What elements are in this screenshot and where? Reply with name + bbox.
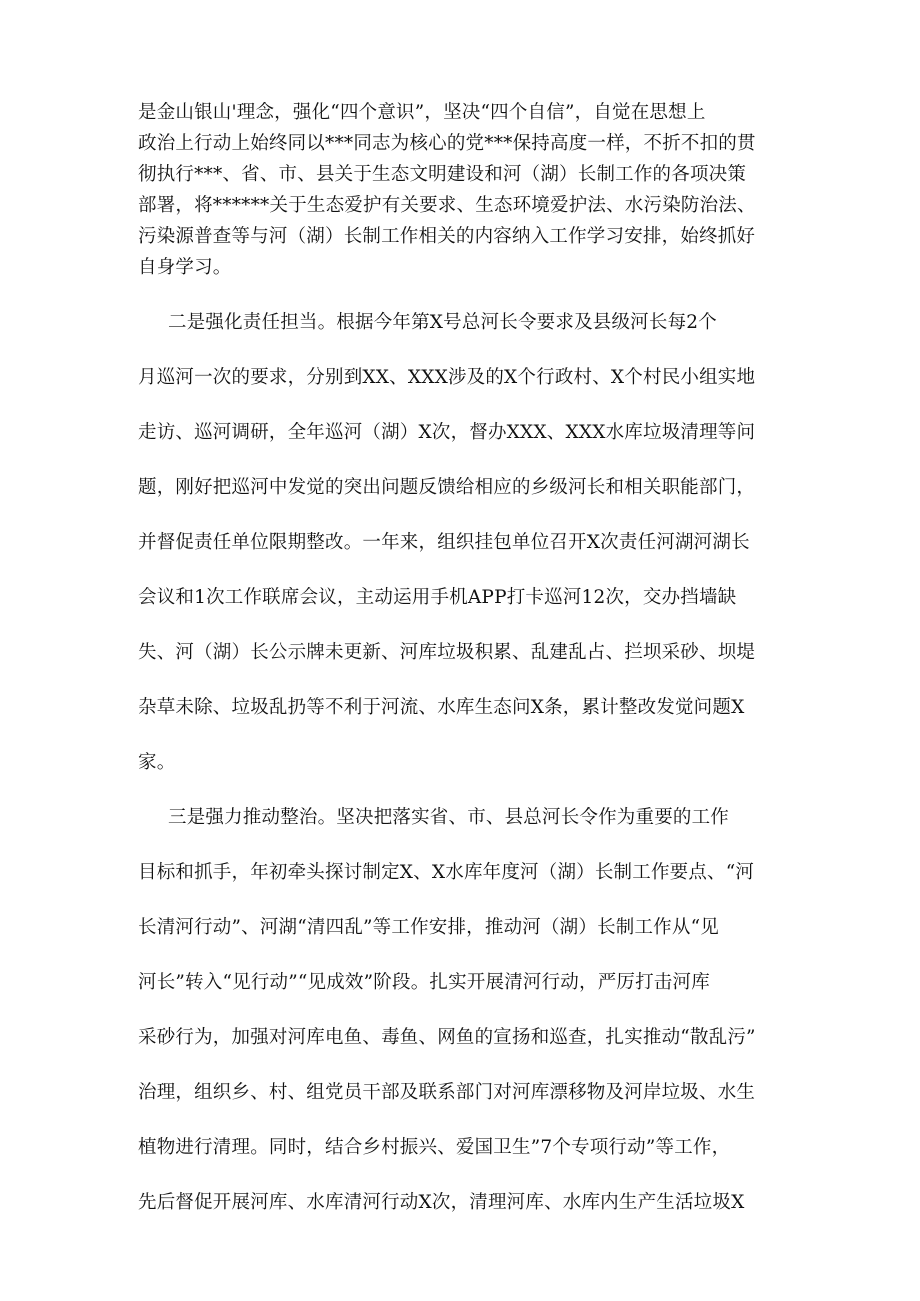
paragraph-1-line: 污染源普查等与河（湖）长制工作相关的内容纳入工作学习安排，始终抓好 xyxy=(138,226,756,247)
paragraph-1-line: 是金山银山'理念，强化“四个意识”，坚决“四个自信”，自觉在思想上 xyxy=(138,102,706,123)
paragraph-2-line: 杂草未除、垃圾乱扔等不利于河流、水库生态问X条，累计整改发觉问题X xyxy=(138,697,745,718)
paragraph-1-line: 政治上行动上始终同以***同志为核心的党***保持高度一样，不折不扣的贯 xyxy=(138,133,756,154)
paragraph-2-line: 并督促责任单位限期整改。一年来，组织挂包单位召开X次责任河湖河湖长 xyxy=(138,532,750,553)
paragraph-2-line: 题，刚好把巡河中发觉的突出问题反馈给相应的乡级河长和相关职能部门， xyxy=(138,477,756,498)
paragraph-1-line: 彻执行***、省、市、县关于生态文明建设和河（湖）长制工作的各项决策 xyxy=(138,164,747,185)
paragraph-3-line: 长清河行动”、河湖“清四乱”等工作安排，推动河（湖）长制工作从“见 xyxy=(138,917,719,938)
paragraph-3-line: 治理，组织乡、村、组党员干部及联系部门对河库漂移物及河岸垃圾、水生 xyxy=(138,1082,756,1103)
paragraph-3-line: 先后督促开展河库、水库清河行动X次，清理河库、水库内生产生活垃圾X xyxy=(138,1192,745,1213)
paragraph-2-line: 失、河（湖）长公示牌未更新、河库垃圾积累、乱建乱占、拦坝采砂、坝堤 xyxy=(138,642,756,663)
paragraph-2-line: 家。 xyxy=(138,752,176,773)
paragraph-2-line: 会议和1次工作联席会议，主动运用手机APP打卡巡河12次，交办挡墙缺 xyxy=(138,587,737,608)
paragraph-3-line: 目标和抓手，年初牵头探讨制定X、X水库年度河（湖）长制工作要点、“河 xyxy=(138,862,755,883)
paragraph-3-line: 植物进行清理。同时，结合乡村振兴、爱国卫生”7个专项行动”等工作， xyxy=(138,1137,731,1158)
paragraph-3-line: 采砂行为，加强对河库电鱼、毒鱼、网鱼的宣扬和巡查，扎实推动“散乱污” xyxy=(138,1027,756,1048)
paragraph-3-line: 三是强力推动整治。坚决把落实省、市、县总河长令作为重要的工作 xyxy=(168,807,730,828)
paragraph-3-line: 河长”转入“见行动”“见成效”阶段。扎实开展清河行动，严厉打击河库 xyxy=(138,972,710,993)
paragraph-2-line: 走访、巡河调研，全年巡河（湖）X次，督办XXX、XXX水库垃圾清理等问 xyxy=(138,422,756,443)
paragraph-1-line: 部署，将******关于生态爱护有关要求、生态环境爱护法、水污染防治法、 xyxy=(138,195,756,216)
paragraph-2-line: 二是强化责任担当。根据今年第X号总河长令要求及县级河长每2个 xyxy=(168,312,717,333)
paragraph-1-line: 自身学习。 xyxy=(138,257,232,278)
paragraph-2-line: 月巡河一次的要求，分别到XX、XXX涉及的X个行政村、X个村民小组实地 xyxy=(138,367,756,388)
